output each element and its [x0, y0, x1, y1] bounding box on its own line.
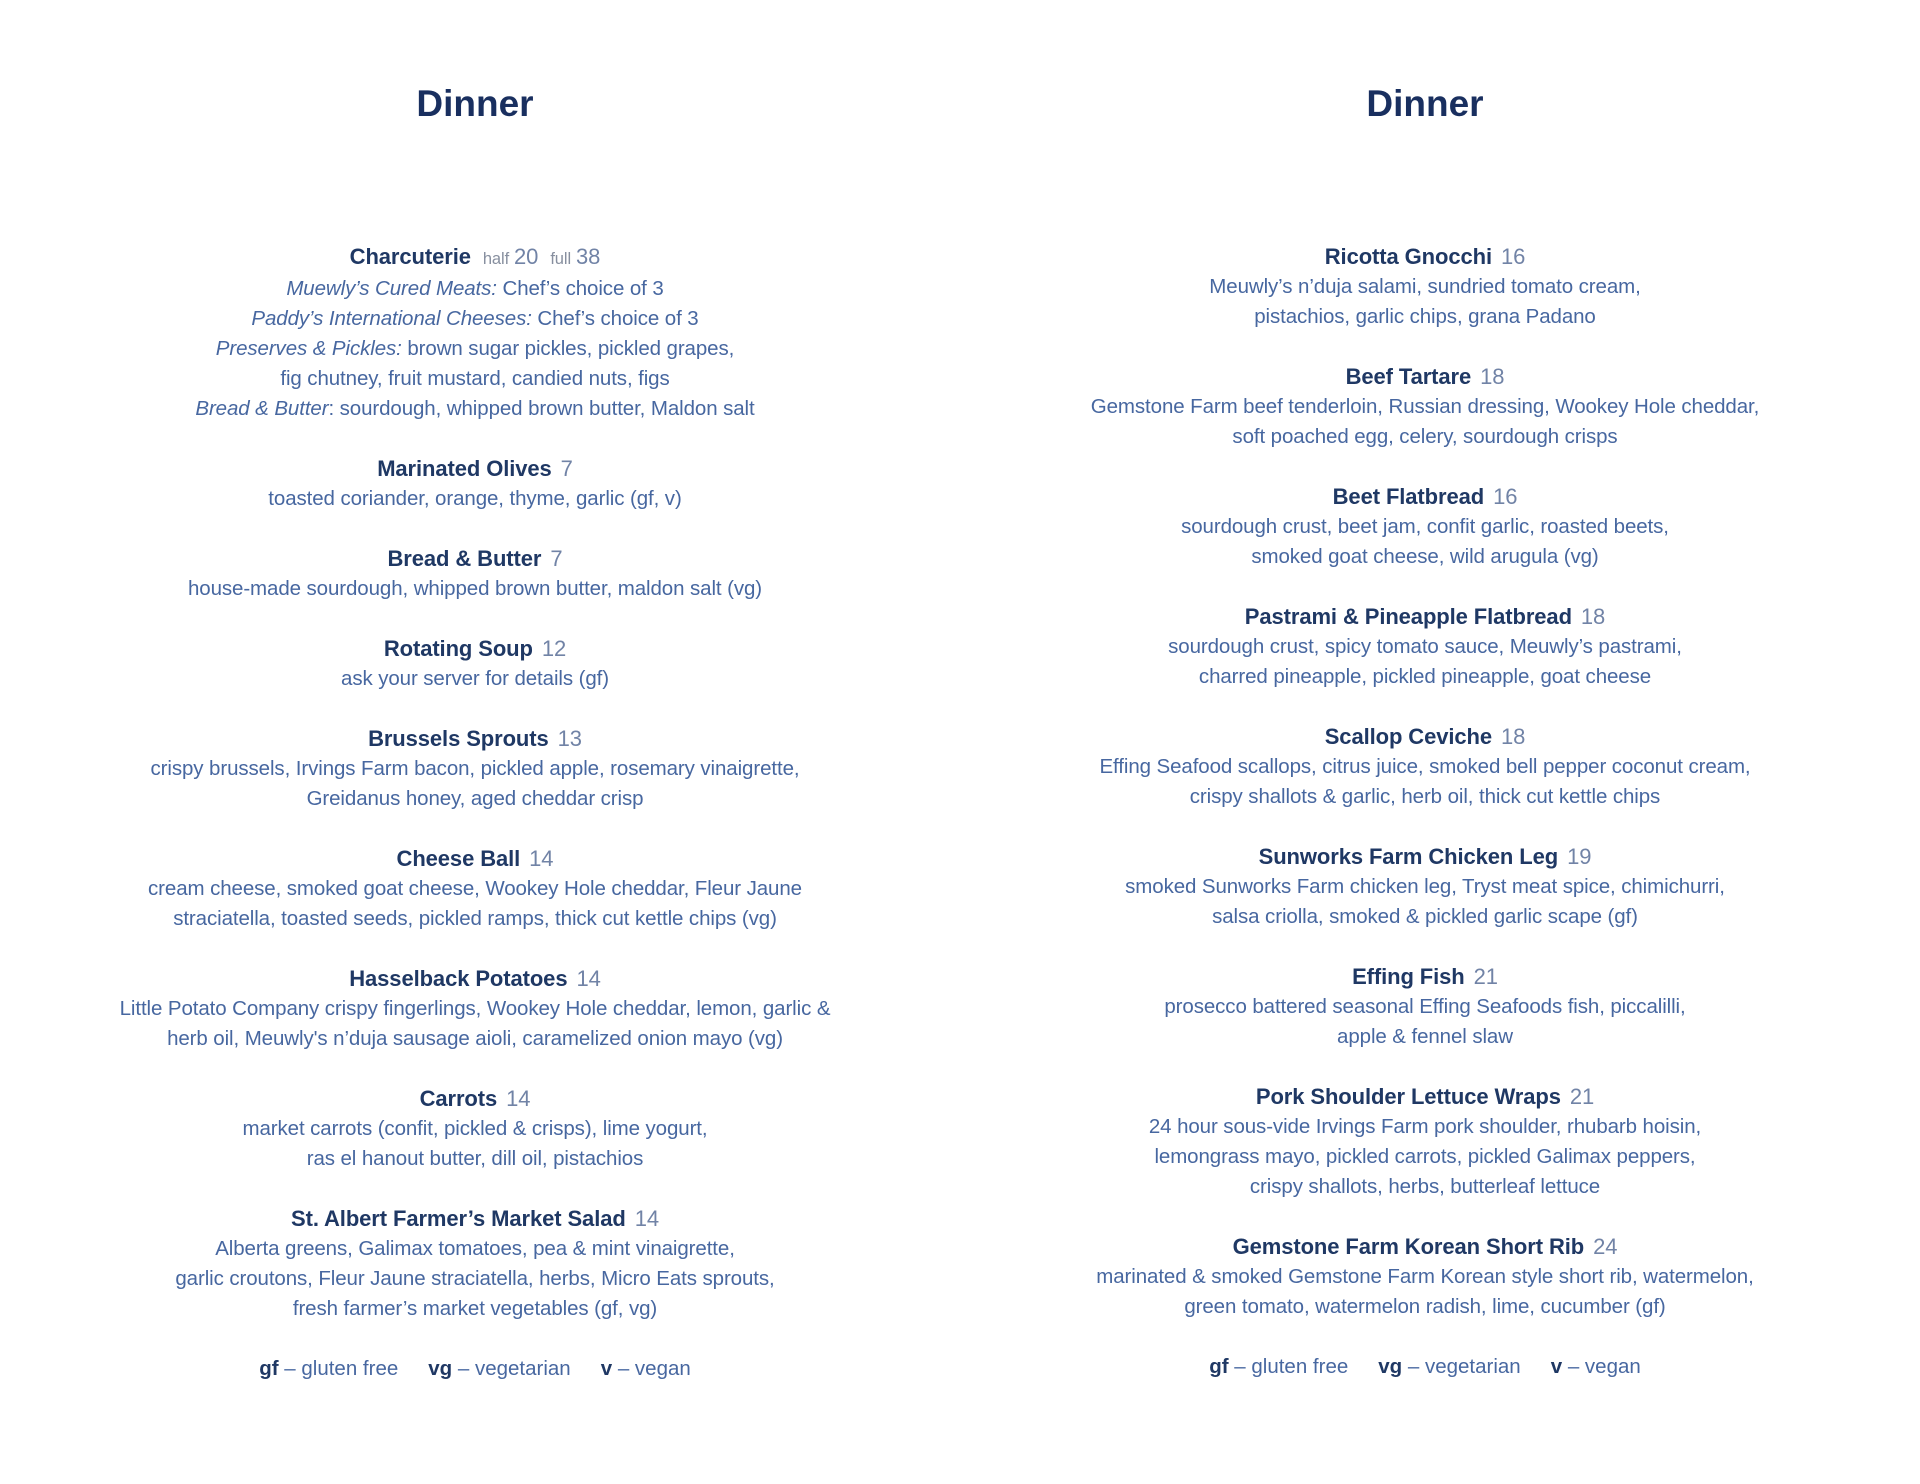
item-name: Scallop Ceviche	[1324, 724, 1492, 749]
desc-text: straciatella, toasted seeds, pickled ramps, thick cut kettle chips (vg)	[173, 907, 777, 930]
desc-text: Gemstone Farm beef tenderloin, Russian dressing, Wookey Hole cheddar,	[1090, 395, 1760, 418]
item-desc-line	[950, 992, 1900, 1022]
desc-text: sourdough crust, spicy tomato sauce, Meuwly’s pastrami,	[1168, 635, 1682, 658]
item-desc-line	[0, 1114, 950, 1144]
menu-item	[0, 454, 950, 514]
item-name: Cheese Ball	[396, 846, 521, 871]
item-heading	[950, 242, 1900, 272]
desc-text: smoked Sunworks Farm chicken leg, Tryst meat spice, chimichurri,	[1125, 875, 1725, 898]
desc-text: ask your server for details (gf)	[341, 667, 609, 690]
price-value: 16	[1500, 244, 1526, 269]
price-value: 14	[634, 1206, 659, 1231]
legend-label: – vegetarian	[452, 1357, 571, 1380]
desc-text: ras el hanout butter, dill oil, pistachios	[306, 1147, 644, 1170]
item-name: Beef Tartare	[1345, 364, 1472, 389]
item-desc-line	[0, 1024, 950, 1054]
menu-item	[950, 1082, 1900, 1202]
desc-text: lemongrass mayo, pickled carrots, pickled Galimax peppers,	[1154, 1145, 1696, 1168]
desc-text: marinated & smoked Gemstone Farm Korean style short rib, watermelon,	[1096, 1265, 1754, 1288]
item-name: Gemstone Farm Korean Short Rib	[1232, 1234, 1585, 1259]
item-desc-line	[0, 994, 950, 1024]
price-value: 38	[576, 244, 601, 269]
item-desc-line	[950, 902, 1900, 932]
item-heading	[950, 1082, 1900, 1112]
item-name: Charcuterie	[349, 244, 471, 269]
item-heading	[0, 964, 950, 994]
legend-item	[601, 1357, 691, 1380]
item-heading	[0, 844, 950, 874]
desc-text: crispy shallots & garlic, herb oil, thick cut kettle chips	[1189, 785, 1661, 808]
desc-text: pistachios, garlic chips, grana Padano	[1254, 305, 1596, 328]
item-desc-line	[0, 1144, 950, 1174]
legend-label: – vegan	[612, 1357, 691, 1380]
item-name: Brussels Sprouts	[368, 726, 549, 751]
item-desc-line	[0, 1264, 950, 1294]
legend-abbr: vg	[428, 1357, 453, 1380]
item-desc-line	[950, 1022, 1900, 1052]
legend-item	[428, 1357, 570, 1380]
item-desc-line	[0, 664, 950, 694]
desc-text: sourdough crust, beet jam, confit garlic, roasted beets,	[1181, 515, 1669, 538]
item-desc-line	[950, 872, 1900, 902]
desc-text: Chef’s choice of 3	[531, 307, 699, 330]
menu-item	[0, 544, 950, 604]
item-desc-line	[950, 302, 1900, 332]
item-heading	[950, 602, 1900, 632]
item-desc-line	[950, 512, 1900, 542]
legend-label: – gluten free	[278, 1357, 399, 1380]
desc-text: Little Potato Company crispy fingerlings, Wookey Hole cheddar, lemon, garlic &	[119, 997, 831, 1020]
price-size-label: half	[482, 250, 510, 268]
menu-item	[0, 844, 950, 934]
desc-text: market carrots (confit, pickled & crisps), lime yogurt,	[242, 1117, 708, 1140]
desc-text: crispy shallots, herbs, butterleaf lettuce	[1249, 1175, 1601, 1198]
desc-text: charred pineapple, pickled pineapple, goat cheese	[1198, 665, 1652, 688]
legend-item	[259, 1357, 398, 1380]
legend-item	[1551, 1355, 1641, 1378]
price-value: 21	[1473, 964, 1498, 989]
item-desc-line	[950, 272, 1900, 302]
item-desc-line	[0, 1294, 950, 1324]
item-name: Hasselback Potatoes	[349, 966, 568, 991]
price-value: 16	[1493, 484, 1518, 509]
legend-abbr: gf	[1209, 1355, 1229, 1378]
item-name: Sunworks Farm Chicken Leg	[1258, 844, 1559, 869]
price-value: 19	[1567, 844, 1592, 869]
legend-item	[1209, 1355, 1348, 1378]
legend-abbr: v	[1550, 1355, 1563, 1378]
item-heading	[950, 722, 1900, 752]
desc-text: apple & fennel slaw	[1337, 1025, 1513, 1048]
menu-item	[950, 602, 1900, 692]
item-heading	[0, 1204, 950, 1234]
item-name: Marinated Olives	[377, 456, 552, 481]
item-name: Pork Shoulder Lettuce Wraps	[1255, 1084, 1561, 1109]
legend	[0, 1354, 950, 1384]
desc-text: brown sugar pickles, pickled grapes,	[401, 337, 735, 360]
menu-column-right	[950, 0, 1900, 1484]
price-value: 14	[529, 846, 554, 871]
menu-item	[0, 964, 950, 1054]
item-heading	[950, 1232, 1900, 1262]
menu-column-left	[0, 0, 950, 1484]
menu-item	[0, 1084, 950, 1174]
item-name: St. Albert Farmer’s Market Salad	[291, 1206, 626, 1231]
item-desc-line	[0, 334, 950, 364]
price-size-label: full	[550, 250, 572, 268]
item-heading	[0, 724, 950, 754]
item-desc-line	[0, 1234, 950, 1264]
desc-text: Meuwly’s n’duja salami, sundried tomato cream,	[1209, 275, 1641, 298]
item-desc-line	[0, 784, 950, 814]
page-title: Dinner	[416, 83, 534, 124]
desc-text: herb oil, Meuwly's n’duja sausage aioli, caramelized onion mayo (vg)	[167, 1027, 783, 1050]
item-heading	[950, 362, 1900, 392]
desc-text: fresh farmer’s market vegetables (gf, vg)	[292, 1297, 658, 1320]
price-value: 14	[506, 1086, 531, 1111]
desc-text: : sourdough, whipped brown butter, Maldon salt	[328, 397, 755, 420]
price-value: 7	[550, 546, 563, 571]
menu-item	[0, 242, 950, 424]
desc-text: 24 hour sous-vide Irvings Farm pork shoulder, rhubarb hoisin,	[1148, 1115, 1702, 1138]
desc-text: Effing Seafood scallops, citrus juice, smoked bell pepper coconut cream,	[1099, 755, 1751, 778]
desc-text: fig chutney, fruit mustard, candied nuts, figs	[280, 367, 670, 390]
desc-text: soft poached egg, celery, sourdough crisps	[1232, 425, 1618, 448]
legend-label: – gluten free	[1228, 1355, 1349, 1378]
item-heading	[0, 242, 950, 274]
menu-item	[950, 962, 1900, 1052]
item-heading	[0, 1084, 950, 1114]
item-desc-line	[0, 874, 950, 904]
menu-item	[950, 722, 1900, 812]
item-name: Ricotta Gnocchi	[1324, 244, 1492, 269]
item-desc-line	[950, 422, 1900, 452]
item-desc-line	[950, 752, 1900, 782]
desc-text: green tomato, watermelon radish, lime, cucumber (gf)	[1184, 1295, 1666, 1318]
item-desc-line	[0, 904, 950, 934]
item-name: Beet Flatbread	[1332, 484, 1485, 509]
item-heading	[950, 962, 1900, 992]
desc-text: Chef’s choice of 3	[496, 277, 664, 300]
item-heading	[0, 634, 950, 664]
price-value: 24	[1593, 1234, 1618, 1259]
menu-item	[950, 842, 1900, 932]
item-desc-line	[0, 394, 950, 424]
legend-abbr: vg	[1378, 1355, 1403, 1378]
price-value: 18	[1500, 724, 1526, 749]
item-desc-line	[950, 662, 1900, 692]
item-desc-line	[0, 274, 950, 304]
desc-italic-lead: Bread & Butter	[195, 397, 329, 420]
item-desc-line	[950, 1112, 1900, 1142]
item-desc-line	[0, 484, 950, 514]
item-desc-line	[950, 1262, 1900, 1292]
item-desc-line	[950, 782, 1900, 812]
legend-abbr: gf	[259, 1357, 279, 1380]
menu-item	[950, 242, 1900, 332]
desc-italic-lead: Paddy’s International Cheeses:	[251, 307, 532, 330]
item-desc-line	[950, 632, 1900, 662]
item-heading	[950, 482, 1900, 512]
desc-text: crispy brussels, Irvings Farm bacon, pickled apple, rosemary vinaigrette,	[150, 757, 800, 780]
item-desc-line	[0, 754, 950, 784]
price-value: 18	[1480, 364, 1505, 389]
legend-item	[1378, 1355, 1520, 1378]
item-heading	[0, 454, 950, 484]
desc-italic-lead: Preserves & Pickles:	[215, 337, 402, 360]
desc-text: smoked goat cheese, wild arugula (vg)	[1251, 545, 1599, 568]
item-desc-line	[950, 542, 1900, 572]
menu-item	[950, 482, 1900, 572]
items	[0, 242, 950, 1324]
menu-item	[0, 724, 950, 814]
price-value: 18	[1580, 604, 1606, 629]
menu-item	[0, 634, 950, 694]
price-value: 12	[541, 636, 567, 661]
desc-italic-lead: Muewly’s Cured Meats:	[286, 277, 497, 300]
item-name: Effing Fish	[1352, 964, 1465, 989]
legend	[950, 1352, 1900, 1382]
item-desc-line	[950, 1142, 1900, 1172]
menu-item	[950, 362, 1900, 452]
price-value: 20	[514, 244, 539, 269]
menu-item	[0, 1204, 950, 1324]
menu-item	[950, 1232, 1900, 1322]
item-heading	[950, 842, 1900, 872]
item-name: Pastrami & Pineapple Flatbread	[1244, 604, 1572, 629]
item-desc-line	[0, 304, 950, 334]
desc-text: salsa criolla, smoked & pickled garlic scape (gf)	[1212, 905, 1638, 928]
desc-text: Greidanus honey, aged cheddar crisp	[306, 787, 644, 810]
legend-label: – vegetarian	[1402, 1355, 1521, 1378]
item-desc-line	[0, 574, 950, 604]
item-desc-line	[950, 392, 1900, 422]
legend-abbr: v	[600, 1357, 613, 1380]
desc-text: prosecco battered seasonal Effing Seafoods fish, piccalilli,	[1164, 995, 1686, 1018]
item-desc-line	[950, 1292, 1900, 1322]
desc-text: toasted coriander, orange, thyme, garlic (gf, v)	[268, 487, 682, 510]
items	[950, 242, 1900, 1322]
page-title: Dinner	[1366, 83, 1484, 124]
item-desc-line	[950, 1172, 1900, 1202]
desc-text: Alberta greens, Galimax tomatoes, pea & mint vinaigrette,	[215, 1237, 735, 1260]
item-desc-line	[0, 364, 950, 394]
item-name: Bread & Butter	[387, 546, 542, 571]
desc-text: cream cheese, smoked goat cheese, Wookey Hole cheddar, Fleur Jaune	[148, 877, 802, 900]
price-value: 7	[560, 456, 573, 481]
desc-text: garlic croutons, Fleur Jaune straciatella, herbs, Micro Eats sprouts,	[175, 1267, 775, 1290]
price-value: 13	[557, 726, 582, 751]
price-value: 14	[576, 966, 601, 991]
item-name: Rotating Soup	[383, 636, 533, 661]
item-name: Carrots	[419, 1086, 498, 1111]
legend-label: – vegan	[1562, 1355, 1641, 1378]
desc-text: house-made sourdough, whipped brown butter, maldon salt (vg)	[187, 577, 763, 600]
item-heading	[0, 544, 950, 574]
price-value: 21	[1569, 1084, 1595, 1109]
